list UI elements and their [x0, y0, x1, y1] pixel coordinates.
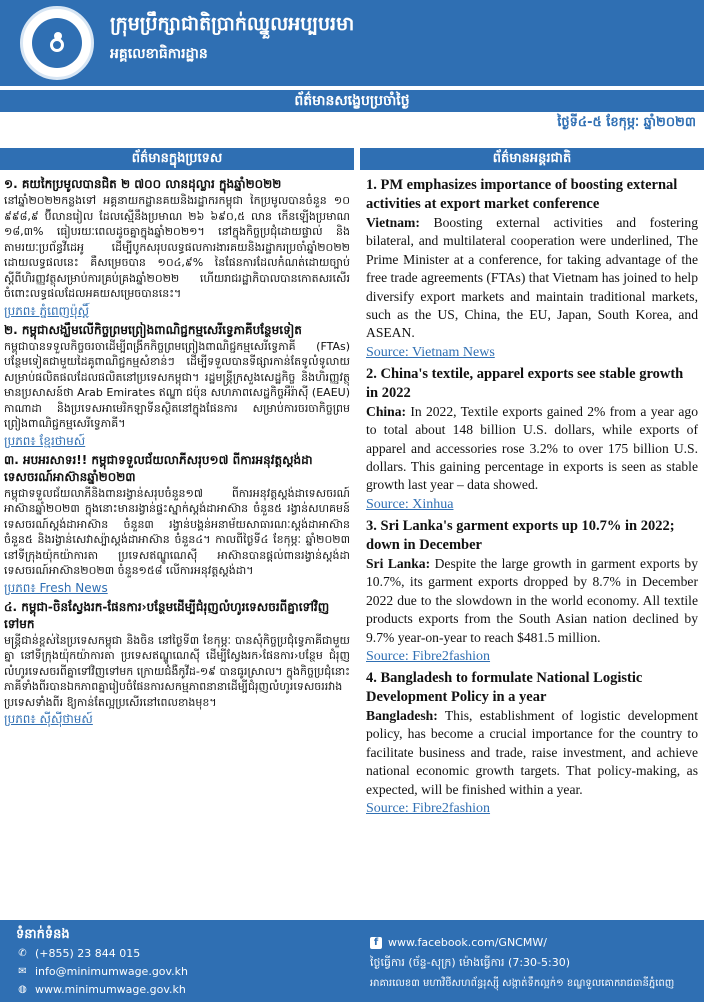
domestic-news-item [4, 322, 350, 450]
title-band [0, 90, 704, 112]
international-news-item [366, 176, 698, 363]
news-country: China: [366, 403, 407, 419]
news-body: មន្ត្រីជាន់ខ្ពស់នៃប្រទេសកម្ពុជា និងចិន នៅថ្ងៃទី៣ ខែកុម្ភៈ បានសុំកិច្ចប្រជុំទ្វេភាគីជាមួយគ្នា នៅទីក្រុងយ៉ុកយ៉ាការតា ប្រទេសឥណ្ឌូណេស៊ី ដើម្បីស្វែងរក›ផែនការ›បន្ថែម ជំរុញលំហូរទេសចរពីគ្នាទៅវិញទៅមក ក្រោយជំងឺកូវីដ-១៩ បានធូរស្រាល។ ក្នុងកិច្ចប្រជុំនោះ ភាគីទាំងពីរបានឯកភាពគ្នារៀបចំផែនការសកម្មភាពនានាដើម្បីជំរុញលំហូរទេសចររវាងប្រទេសទាំងពីរ ឱ្យកាន់តែល្អប្រសើរនៅពេលខាងមុខ។ [4, 633, 350, 709]
address-row [370, 976, 674, 991]
domestic-news-item [4, 599, 350, 729]
facebook-link[interactable]: www.facebook.com/GNCMW/ [388, 936, 547, 949]
page-title: ព័ត៌មានសង្ខេបប្រចាំថ្ងៃ [294, 93, 410, 109]
international-news-item [366, 365, 698, 515]
international-news-column [360, 148, 704, 918]
header-banner [0, 0, 704, 86]
logo-gear-icon [50, 38, 64, 52]
news-body [366, 555, 698, 647]
globe-icon: ◍ [18, 984, 27, 995]
news-body: នៅឆ្នាំ២០២២កន្លងទៅ អគ្គនាយកដ្ឋានគយនិងរដ្ឋាករកម្ពុជា កៃប្រមូលបានចំនួន ១០ ៩៩៨,៩ ប៊ីលានរៀល ដែលស្មើនឹងប្រមាណ ២៦ ៦៩០,៥ លាន កើនឡើងប្រមាណ ១៨,៣% ធៀបរយៈពេលដូចគ្នាក្នុងឆ្នាំ២០២១។ នៅក្នុងកិច្ចប្រជុំដោយផ្ទាល់ និងតាមរយៈប្រព័ន្ធវីដេអូ ដើម្បីបូកសរុបលទ្ធផលការងារគយនិងរដ្ឋាករប្រចាំឆ្នាំ២០២២ ដោយលទ្ធផលនេះ គឺសម្រេចបាន ១០៤,៩% នៃផែនការដែលកំណត់ដោយច្បាប់ស្ដីពីហិរញ្ញវត្ថុសម្រាប់ការគ្រប់គ្រងឆ្នាំ២០២២ ហើយរាជរដ្ឋាភិបាលបានកោតសរសើរចំពោះលទ្ធផលដែលអគយសម្រេចបាននេះ។ [4, 194, 350, 300]
domestic-news-heading: ព័ត៌មានក្នុងប្រទេស [0, 148, 354, 170]
org-subtitle: អគ្គលេខាធិការដ្ឋាន [110, 46, 208, 62]
news-country: Sri Lanka: [366, 555, 431, 571]
news-country: Bangladesh: [366, 707, 438, 723]
news-source-link[interactable]: Source: Xinhua [366, 496, 454, 512]
email-row [16, 965, 188, 978]
news-body: កម្ពុជាបានទទួលកិច្ចចរចាដើម្បីពង្រីកកិច្ចព្រមព្រៀងពាណិជ្ជកម្មសេរីទ្វេភាគី (FTAs) បន្ថែមទៀតជាមួយដៃគូពាណិជ្ជកម្មសំខាន់ៗ ដើម្បីទទួលបានទីផ្សារកាន់តែទូលំទូលាយ សម្រាប់ផលិតផលដែលផលិតនៅប្រទេសកម្ពុជា។ រដ្ឋមន្ត្រីក្រសួងសេដ្ឋកិច្ច និងហិរញ្ញវត្ថុ មានប្រសាសន៍ថា Arab Emirates ឥណ្ឌា ជប៉ុន សហភាពសេដ្ឋកិច្ចអឺរ៉ាស៊ី (EAEU) កាណាដា និងប្រទេសអាមេរិកឡាទីនស្ថិតនៅក្នុងផែនការ សម្រាប់ការចរចាកិច្ចព្រមព្រៀងពាណិជ្ជកម្មសេរីទ្វេភាគី។ [4, 339, 350, 430]
hours-row [370, 956, 570, 972]
news-body [366, 707, 698, 799]
international-news-heading: ព័ត៌មានអន្តរជាតិ [360, 148, 704, 170]
website-row [16, 983, 186, 996]
news-title: 4. Bangladesh to formulate National Logistic Development Policy in a year [366, 669, 643, 705]
news-source-link[interactable]: ប្រភព៖ ភ្នំពេញប៉ុស្តិ៍ [4, 303, 90, 318]
news-source-link[interactable]: Source: Vietnam News [366, 344, 495, 360]
news-title: ១. គយកៃប្រមូលបានជិត ២ ៧០០ លានដុល្លារ ក្នុងឆ្នាំ២០២២ [4, 177, 282, 191]
news-country: Vietnam: [366, 215, 420, 230]
news-title: 2. China's textile, apparel exports see stable growth in 2022 [366, 365, 684, 401]
news-source-link[interactable]: ប្រភព៖ ខ្មែរថាមស៍ [4, 433, 86, 448]
news-title: ៤. កម្ពុជា-ចិនស្វែងរក-ផែនការ›បន្ថែមដើម្បីជំរុញលំហូរទេសចរពីគ្នាទៅវិញទៅមក [4, 599, 330, 631]
news-title: 1. PM emphasizes importance of boosting external activities at export market conference [366, 177, 678, 212]
international-news-item [366, 517, 698, 667]
news-body: កម្ពុជាទទួលជ័យលាភីនិងពានរង្វាន់សរុបចំនួន១៧ ពីការអនុវត្តស្តង់ដាទេសចរណ៍អាស៊ានឆ្នាំ២០២៣ ក្នុងនោះមានរង្វាន់ផ្ទះស្នាក់ស្តង់ដាអាស៊ាន ចំនួន៥ រង្វាន់សហគមន៍ទេសចរណ៍ស្តង់ដាអាស៊ាន ចំនួន៣ រង្វាន់បង្គន់អនាម័យសាធារណៈស្តង់ដាអាស៊ាន ចំនួន៥ និងរង្វាន់សេវាស្ប៉ាស្តង់ដាអាស៊ាន ចំនួន៤។ កាលពីថ្ងៃទី៤ ខែកុម្ភៈ ឆ្នាំ២០២៣ នៅទីក្រុងយ៉ុកយ៉ាការតា ប្រទេសឥណ្ឌូណេស៊ី អាស៊ានបានផ្តល់ពានរង្វាន់ស្តង់ដាទេសចរណ៍អាស៊ាន២០២៣ ចំនួន១៥៨ លើការអនុវត្តស្តង់ដា។ [4, 486, 350, 577]
news-text: In 2022, Textile exports gained 2% from a year ago to total about 148 billion U.S. dollars, while exports of apparel and accessories rose 3.2% to over 175 billion U.S. dollars. This gaining percentage in exports is seen as stable growth last year – data showed. [366, 403, 698, 493]
ministry-logo [20, 6, 94, 80]
domestic-news-item [4, 452, 350, 597]
news-text: Boosting external activities and fostering bilateral, and multilateral cooperation were underlined, The Prime Minister at a conference, for taking advantage of the free trade agreements (FTAs) that Vietnam has joined to help diversify export markets and maintain traditional markets, such as the US, China, the EU, Japan, South Korea, and ASEAN. [366, 215, 698, 341]
news-source-link[interactable]: Source: Fibre2fashion [366, 648, 491, 664]
issue-date: ថ្ងៃទី៤-៥ ខែកុម្ភៈ ឆ្នាំ២០២៣ [557, 115, 696, 130]
international-news-item [366, 669, 698, 819]
facebook-row [370, 936, 547, 949]
facebook-icon: f [370, 937, 382, 949]
working-hours: ថ្ងៃធ្វើការ (ច័ន្ទ-សុក្រ) ម៉ោងធ្វើការ (7:30-5:30) [370, 956, 570, 969]
news-source-link[interactable]: ប្រភព៖ Fresh News [4, 580, 108, 595]
logo-emblem-icon [32, 18, 82, 68]
domestic-news-item [4, 176, 350, 320]
news-text: This, establishment of logistic development policy, has become a crucial importance for the country to facilitate business and trade, raise investment, and achieve national economic growth targets. That policy-making, as expected, will be finished within a year. [366, 707, 698, 797]
email-address[interactable]: info@minimumwage.gov.kh [35, 965, 189, 978]
office-address: អាគារលេខ៣ មហាវិថីសហព័ន្ធរុស្ស៊ី សង្កាត់ទឹកល្អក់១ ខណ្ឌទួលគោករាជធានីភ្នំពេញ [370, 978, 675, 989]
org-name: ក្រុមប្រឹក្សាជាតិប្រាក់ឈ្នួលអប្បបរមា [110, 13, 355, 35]
phone-row [16, 947, 140, 960]
news-title: ៣. អបអរសាទរ!! កម្ពុជាទទួលជ័យលាភីសរុប១៧ ពីការអនុវត្តស្តង់ដាទេសចរណ៍អាស៊ានឆ្នាំ២០២៣ [4, 452, 313, 484]
footer [0, 920, 704, 1002]
news-source-link[interactable]: Source: Fibre2fashion [366, 800, 491, 816]
news-body [366, 403, 698, 495]
website-link[interactable]: www.minimumwage.gov.kh [35, 983, 186, 996]
news-text: Despite the large growth in garment exports by 10.7%, its garment exports dropped by 8.7% in December 2022 due to the slowdown in the world economy. All textile products exports from the South Asian nation declined by 9.7% year-on-year to reach $481.5 million. [366, 555, 699, 645]
contact-title: ទំនាក់ទំនង [16, 927, 70, 942]
domestic-news-column [0, 148, 354, 918]
news-body [366, 214, 698, 343]
phone-icon: ✆ [18, 948, 27, 959]
news-source-link[interactable]: ប្រភព៖ ស៊ីស៊ីថាមស៍ [4, 712, 93, 726]
news-title: ២. កម្ពុជាសង្ឃឹមលើកិច្ចព្រមព្រៀងពាណិជ្ជកម្មសេរីទ្វេភាគីបន្ថែមទៀត [4, 322, 302, 337]
phone-number[interactable]: (+855) 23 844 015 [35, 947, 141, 960]
news-title: 3. Sri Lanka's garment exports up 10.7% in 2022; down in December [366, 517, 675, 553]
email-icon: ✉ [18, 966, 27, 977]
